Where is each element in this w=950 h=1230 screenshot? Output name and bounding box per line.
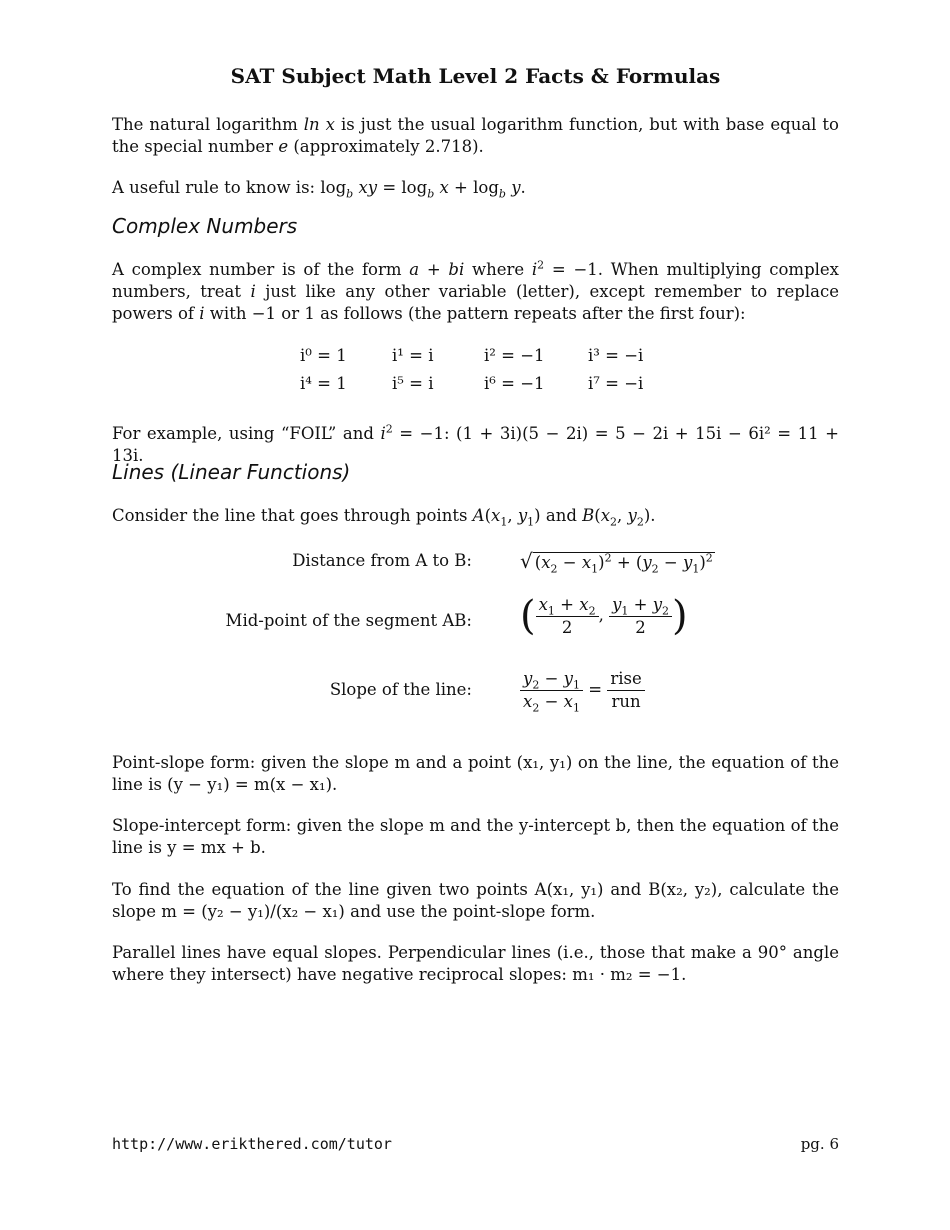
complex-text-5: with −1 or 1 as follows (the pattern repeats after the first four): bbox=[204, 304, 746, 323]
log-rule-paragraph bbox=[112, 177, 839, 199]
power-cell: i³ = −i bbox=[588, 346, 644, 365]
ln-e: e bbox=[278, 137, 289, 156]
slope-label: Slope of the line: bbox=[329, 680, 472, 699]
complex-text-1: A complex number is of the form bbox=[112, 260, 410, 279]
rise-text: rise bbox=[607, 668, 644, 691]
ln-text-1: The natural logarithm bbox=[112, 115, 304, 134]
midpoint-formula: ( $\frac{x_1 + x_2}{2}$ , $\frac{y_1 + y_2}{2}$ ) bbox=[520, 593, 688, 639]
section-heading-lines: Lines (Linear Functions) bbox=[112, 460, 351, 484]
section-heading-complex: Complex Numbers bbox=[112, 214, 298, 238]
two-points-paragraph: To find the equation of the line given two points A(x₁, y₁) and B(x₂, y₂), calculate the slope m = (y₂ − y₁)/(x₂ − x₁) and use the point-slope form. bbox=[112, 880, 839, 921]
midpoint-label: Mid-point of the segment AB: bbox=[225, 611, 472, 630]
point-slope-paragraph: Point-slope form: given the slope m and a point (x₁, y₁) on the line, the equation of the line is (y − y₁) = m(x − x₁). bbox=[112, 753, 839, 794]
complex-text-2: where bbox=[464, 260, 532, 279]
log-rule-formula: $\log_b$ xy = $\log_b x + \log_b y$. bbox=[320, 178, 526, 201]
complex-text-4: just like any other variable (letter), except remember to replace powers of bbox=[112, 282, 839, 323]
power-cell: i² = −1 bbox=[484, 346, 545, 365]
page-footer bbox=[112, 1135, 839, 1153]
point-b: $B(x_2$, $y_2$) bbox=[582, 506, 651, 529]
powers-of-i-table bbox=[300, 346, 680, 402]
page-title: SAT Subject Math Level 2 Facts & Formulas bbox=[230, 64, 721, 88]
foil-text-1: For example, using “FOIL” and bbox=[112, 424, 381, 443]
page-number: pg. 6 bbox=[800, 1135, 839, 1153]
footer-url-link[interactable]: http://www.erikthered.com/tutor bbox=[112, 1135, 392, 1153]
powers-row bbox=[300, 374, 680, 402]
power-cell: i⁴ = 1 bbox=[300, 374, 347, 393]
distance-label: Distance from A to B: bbox=[292, 551, 472, 570]
complex-paragraph: A complex number is of the form a + bi where $i^2 = -1$. When multiplying complex numbers, treat i just like any other variable (letter), except remember to replace powers of i with −1 or 1 as follows (the pattern repeats after the first four): bbox=[112, 258, 839, 323]
ln-expr: ln x bbox=[303, 115, 335, 134]
log-rule-text: A useful rule to know is: bbox=[112, 178, 321, 197]
parallel-paragraph: Parallel lines have equal slopes. Perpendicular lines (i.e., those that make a 90° angle where they intersect) have negative reciprocal slopes: m₁ · m₂ = −1. bbox=[112, 943, 839, 984]
powers-row bbox=[300, 346, 680, 374]
foil-text-2: : (1 + 3i)(5 − 2i) = 5 − 2i + 15i − 6i² = 11 + 13i. bbox=[112, 424, 839, 465]
slope-formula: $\frac{y_2 - y_1}{x_2 - x_1}$ = $\frac{\text{rise}}{\text{run}}$ bbox=[520, 668, 645, 713]
ln-text-3: (approximately 2.718). bbox=[288, 137, 484, 156]
point-a: $A(x_1$, $y_1$) bbox=[472, 506, 541, 529]
power-cell: i⁰ = 1 bbox=[300, 346, 347, 365]
foil-i-squared: $i^2 = -1$ bbox=[380, 422, 444, 443]
consider-paragraph: Consider the line that goes through points $A(x_1$, $y_1$) and $B(x_2$, $y_2$). bbox=[112, 506, 656, 529]
consider-text-2: and bbox=[540, 506, 583, 525]
complex-form: a bbox=[409, 260, 420, 279]
distance-formula: √ $(x_2 - x_1)^2 + (y_2 - y_1)^2$ bbox=[520, 549, 713, 576]
i-squared: $i^2 = -1$ bbox=[531, 258, 598, 279]
ln-paragraph bbox=[112, 114, 839, 158]
power-cell: i¹ = i bbox=[392, 346, 434, 365]
run-text: run bbox=[611, 692, 641, 711]
power-cell: i⁵ = i bbox=[392, 374, 434, 393]
complex-text-3: . When multiplying complex numbers, treat bbox=[112, 260, 839, 301]
ln-text-2: is just the usual logarithm function, but with base equal to the special number bbox=[112, 115, 839, 156]
power-cell: i⁷ = −i bbox=[588, 374, 644, 393]
slope-intercept-paragraph: Slope-intercept form: given the slope m and the y-intercept b, then the equation of the line is y = mx + b. bbox=[112, 816, 839, 857]
power-cell: i⁶ = −1 bbox=[484, 374, 545, 393]
consider-text-1: Consider the line that goes through points bbox=[112, 506, 473, 525]
